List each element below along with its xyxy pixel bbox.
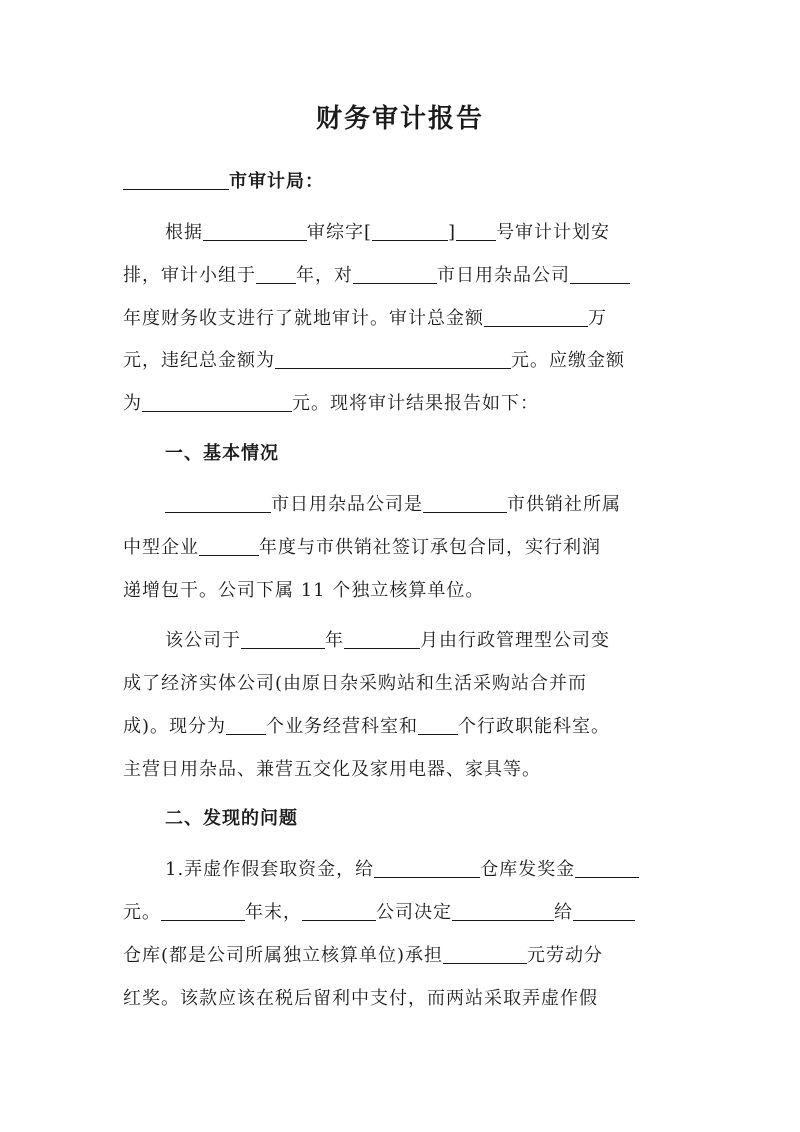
paragraph-3-line-1: 该公司于 年 月由行政管理型公司变: [123, 620, 683, 662]
paragraph-1-line-5: 为 元。现将审计结果报告如下：: [123, 383, 683, 425]
blank-field[interactable]: [161, 898, 245, 921]
blank-field[interactable]: [443, 941, 527, 964]
blank-field[interactable]: [353, 261, 437, 284]
blank-field[interactable]: [241, 626, 325, 649]
blank-field[interactable]: [256, 261, 296, 284]
paragraph-3-line-2: 成了经济实体公司(由原日杂采购站和生活采购站合并而: [123, 673, 588, 694]
section-heading-2: 二、发现的问题: [165, 808, 298, 829]
paragraph-3-line-3: 成)。现分为 个业务经营科室和 个行政职能科室。: [123, 706, 683, 748]
blank-field[interactable]: [226, 712, 266, 735]
paragraph-2-line-1: 市日用杂品公司是 市供销社所属: [123, 484, 683, 526]
paragraph-1-line-2: 排，审计小组于 年，对 市日用杂品公司: [123, 255, 683, 297]
paragraph-4-line-1: 1.弄虚作假套取资金，给 仓库发奖金: [123, 849, 683, 891]
blank-field[interactable]: [142, 389, 292, 412]
blank-field[interactable]: [344, 626, 420, 649]
blank-field[interactable]: [484, 304, 588, 327]
blank-field[interactable]: [423, 490, 507, 513]
section-heading-1: 一、基本情况: [165, 443, 279, 464]
blank-field[interactable]: [203, 218, 307, 241]
blank-field[interactable]: [199, 533, 259, 556]
paragraph-3-line-4: 主营日用杂品、兼营五交化及家用电器、家具等。: [123, 759, 541, 780]
blank-field[interactable]: [374, 855, 480, 878]
paragraph-2-line-2: 中型企业 年度与市供销社签订承包合同，实行利润: [123, 527, 683, 569]
addressee-line: 市审计局：: [123, 161, 683, 203]
paragraph-1-line-3: 年度财务收支进行了就地审计。审计总金额 万: [123, 298, 683, 340]
blank-field[interactable]: [570, 261, 630, 284]
blank-field[interactable]: [302, 898, 376, 921]
paragraph-1-line-1: 根据 审综字[ ] 号审计计划安: [123, 212, 683, 254]
blank-field[interactable]: [275, 346, 511, 369]
blank-field[interactable]: [123, 167, 229, 190]
blank-field[interactable]: [575, 855, 639, 878]
blank-field[interactable]: [372, 218, 448, 241]
paragraph-2-line-3: 递增包干。公司下属 11 个独立核算单位。: [123, 580, 485, 601]
blank-field[interactable]: [165, 490, 271, 513]
document-title: 财务审计报告: [315, 104, 484, 134]
blank-field[interactable]: [452, 898, 554, 921]
paragraph-1-line-4: 元，违纪总金额为 元。应缴金额: [123, 340, 683, 382]
blank-field[interactable]: [418, 712, 458, 735]
blank-field[interactable]: [573, 898, 635, 921]
paragraph-4-line-3: 仓库(都是公司所属独立核算单位)承担 元劳动分: [123, 935, 683, 977]
paragraph-4-line-4: 红奖。该款应该在税后留利中支付，而两站采取弄虚作假: [123, 988, 598, 1009]
paragraph-4-line-2: 元。 年末， 公司决定 给: [123, 892, 683, 934]
blank-field[interactable]: [456, 218, 496, 241]
